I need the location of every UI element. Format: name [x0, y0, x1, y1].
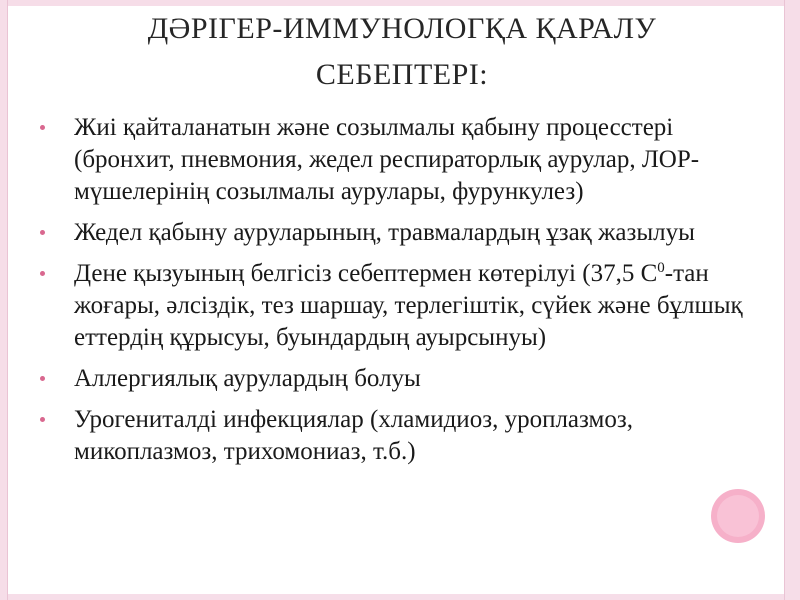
bullet-text: [74, 260, 743, 351]
slide-frame-left: [0, 0, 8, 600]
bullet-dot-icon: [40, 230, 45, 235]
decorative-circle: [711, 489, 765, 543]
slide-title: ДӘРІГЕР-ИММУНОЛОГҚА ҚАРАЛУ СЕБЕПТЕРІ:: [147, 12, 657, 91]
bullet-dot-icon: [40, 125, 45, 130]
bullet-item: [40, 112, 760, 208]
bullet-text: Жиі қайталанатын және созылмалы қабыну процесстері (бронхит, пневмония, жедел респираторлық аурулар, ЛОР-мүшелерінің созылмалы аурулары, фурункулез): [74, 114, 700, 205]
bullet-dot-icon: [40, 417, 45, 422]
degree-superscript: 0: [657, 260, 665, 276]
bullet-text-post: -тан жоғары, әлсіздік, тез шаршау, терлегіштік, сүйек және бұлшық еттердің құрысуы, буындардың ауырсынуы): [74, 260, 743, 351]
slide-frame-right: [784, 0, 800, 600]
bullet-text-pre: Дене қызуының белгісіз себептермен көтерілуі (37,5 С: [74, 260, 658, 287]
bullet-text: Урогениталді инфекциялар (хламидиоз, уроплазмоз, микоплазмоз, трихомониаз, т.б.): [74, 406, 633, 465]
bullet-text: Аллергиялық аурулардың болуы: [74, 365, 421, 392]
bullet-item: [40, 363, 760, 395]
slide-frame-bottom: [0, 594, 800, 600]
bullet-text: Жедел қабыну ауруларының, травмалардың ұзақ жазылуы: [74, 219, 695, 246]
bullet-list: [40, 112, 760, 477]
bullet-item: [40, 217, 760, 249]
bullet-dot-icon: [40, 271, 45, 276]
bullet-item: [40, 404, 760, 468]
bullet-item: [40, 258, 760, 354]
bullet-dot-icon: [40, 376, 45, 381]
